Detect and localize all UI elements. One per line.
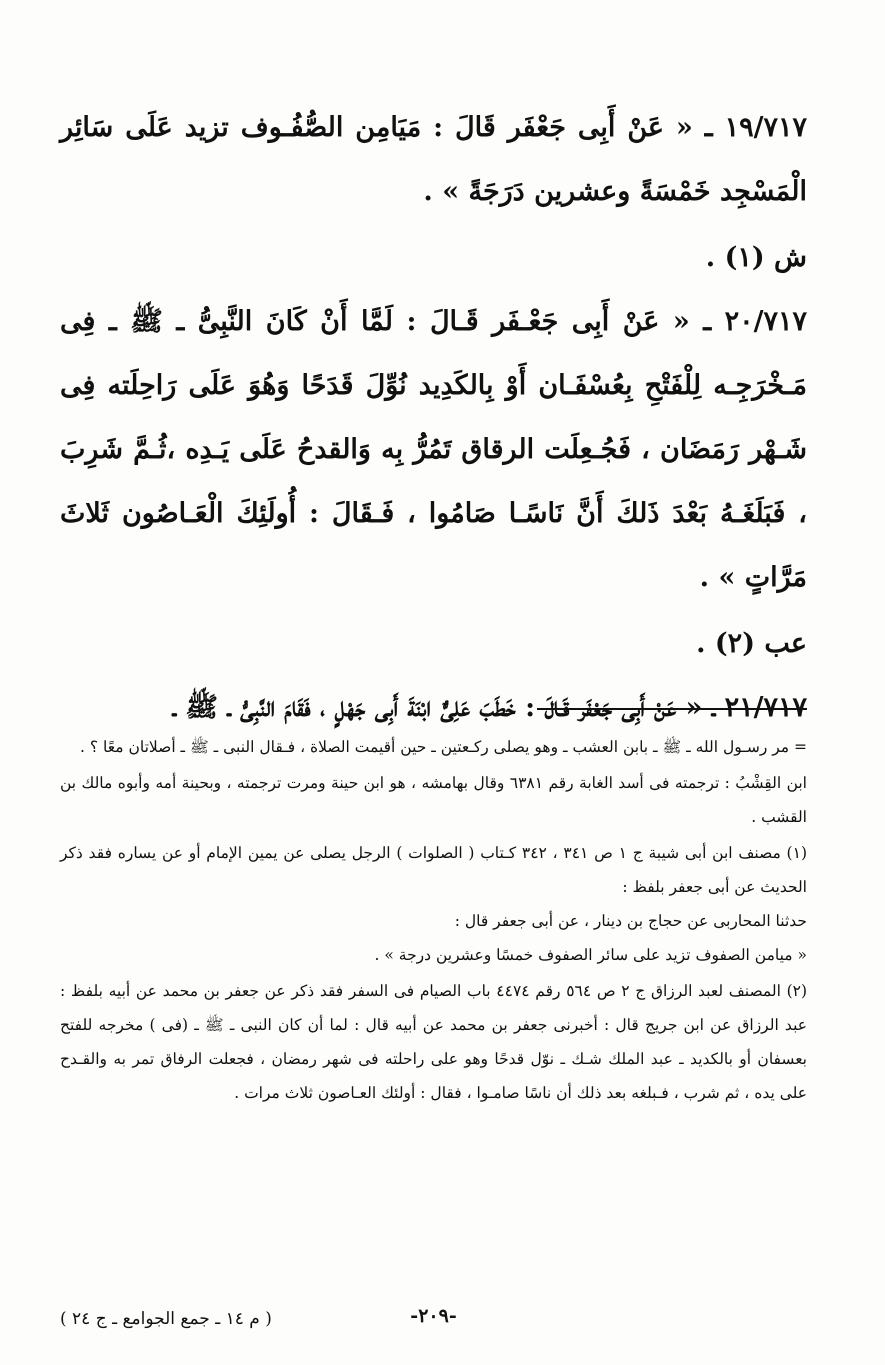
hadith-19: ١٩/٧١٧ ـ « عَنْ أَبِى جَعْفَر قَالَ : مَيَامِن الصُّفُـوف تزيد عَلَى سَائِر الْمَسْجِد خَمْسَةً وعشرين دَرَجَةً » .: [60, 112, 807, 207]
hadith-21: ٢١/٧١٧ ـ « عَنْ أَبِى جَعْفَر قَـالَ : خَطَبَ عَلِىٌّ ابْنَةَ أَبِى جَهْلٍ ، فَقَامَ النَّبِىُّ ـ ﷺ ـ: [172, 692, 807, 723]
footnote-line: ابن القِشْبُ : ترجمته فى أسد الغابة رقم ٦٣٨١ وقال بهامشه ، هو ابن حينة ومرت ترجمته ، وبحينة أمه وأبوه مالك بن القشب .: [60, 774, 807, 826]
hadith-20: ٢٠/٧١٧ ـ « عَنْ أَبِى جَعْـفَر قَـالَ : لَمَّا أَنْ كَانَ النَّبِىُّ ـ ﷺ ـ فِى مَـخْرَجِـه لِلْفَتْحِ بِعُسْفَـان أَوْ بِالكَدِيد نُوِّلَ قَدَحًا وَهُوَ عَلَى رَاحِلَته فِى شَـهْر رَمَضَان ، فَجُـعِلَت الرقاق تَمُرُّ بِه وَالقدحُ عَلَى يَـدِه ،ثُـمَّ شَرِبَ ، فَبَلَغَـهُ بَعْدَ ذَلكَ أَنَّ نَاسًـا صَامُوا ، فَـقَالَ : أُولَئِكَ الْعَـاصُون ثَلاثَ مَرَّاتٍ » .: [60, 306, 807, 593]
footnote-line: = مر رسـول الله ـ ﷺ ـ بابن العشب ـ وهو يصلى ركـعتين ـ حين أقيمت الصلاة ، فـقال النبى ـ ﷺ ـ أصلاتان معًا ؟ .: [80, 738, 807, 756]
main-text: [60, 96, 807, 740]
footnote-1: [60, 836, 807, 972]
hadith-19-source: ش (١) .: [705, 242, 807, 273]
page-footer: [60, 1305, 807, 1345]
footnote-2: [60, 974, 807, 1110]
footnote-line: (٢) المصنف لعبد الرزاق ج ٢ ص ٥٦٤ رقم ٤٤٧٤ باب الصيام فى السفر فقد ذكر عن جعفر بن محمد عن أبيه بلفظ : عبد الرزاق عن ابن جريج قال : أخبرنى جعفر بن محمد عن أبيه قال : لما أن كان النبى ـ ﷺ ـ (فى ) مخرجه للفتح بعسفان أو بالكديد ـ عبد الملك شـك ـ نوّل قدحًا وهو على راحلته فى شهر رمضان ، فجعلت الرفاق تمر به والقـدح على يده ، ثم شرب ، فـبلغه بعد ذلك أن ناسًا صامـوا ، فقال : أولئك العـاصون ثلاث مرات .: [60, 982, 808, 1102]
footnote-line: حدثنا المحاربى عن حجاج بن دينار ، عن أبى جعفر قال :: [454, 912, 807, 930]
footnote-continuation: [60, 730, 807, 764]
footnotes: [60, 730, 807, 1112]
volume-reference: ( م ١٤ ـ جمع الجوامع ـ ج ٢٤ ): [60, 1309, 272, 1329]
page-number: -٢٠٩-: [410, 1305, 457, 1327]
footnote-divider: [537, 708, 807, 710]
footnote-ibn-qishb: [60, 766, 807, 834]
footnote-line: « ميامن الصفوف تزيد على سائر الصفوف خمسًا وعشرين درجة » .: [374, 946, 807, 964]
footnote-line: (١) مصنف ابن أبى شيبة ج ١ ص ٣٤١ ، ٣٤٢ كـتاب ( الصلوات ) الرجل يصلى عن يمين الإمام أو عن يساره فقد ذكر الحديث عن أبى جعفر بلفظ :: [60, 844, 807, 896]
hadith-20-source: عب (٢) .: [696, 628, 807, 659]
